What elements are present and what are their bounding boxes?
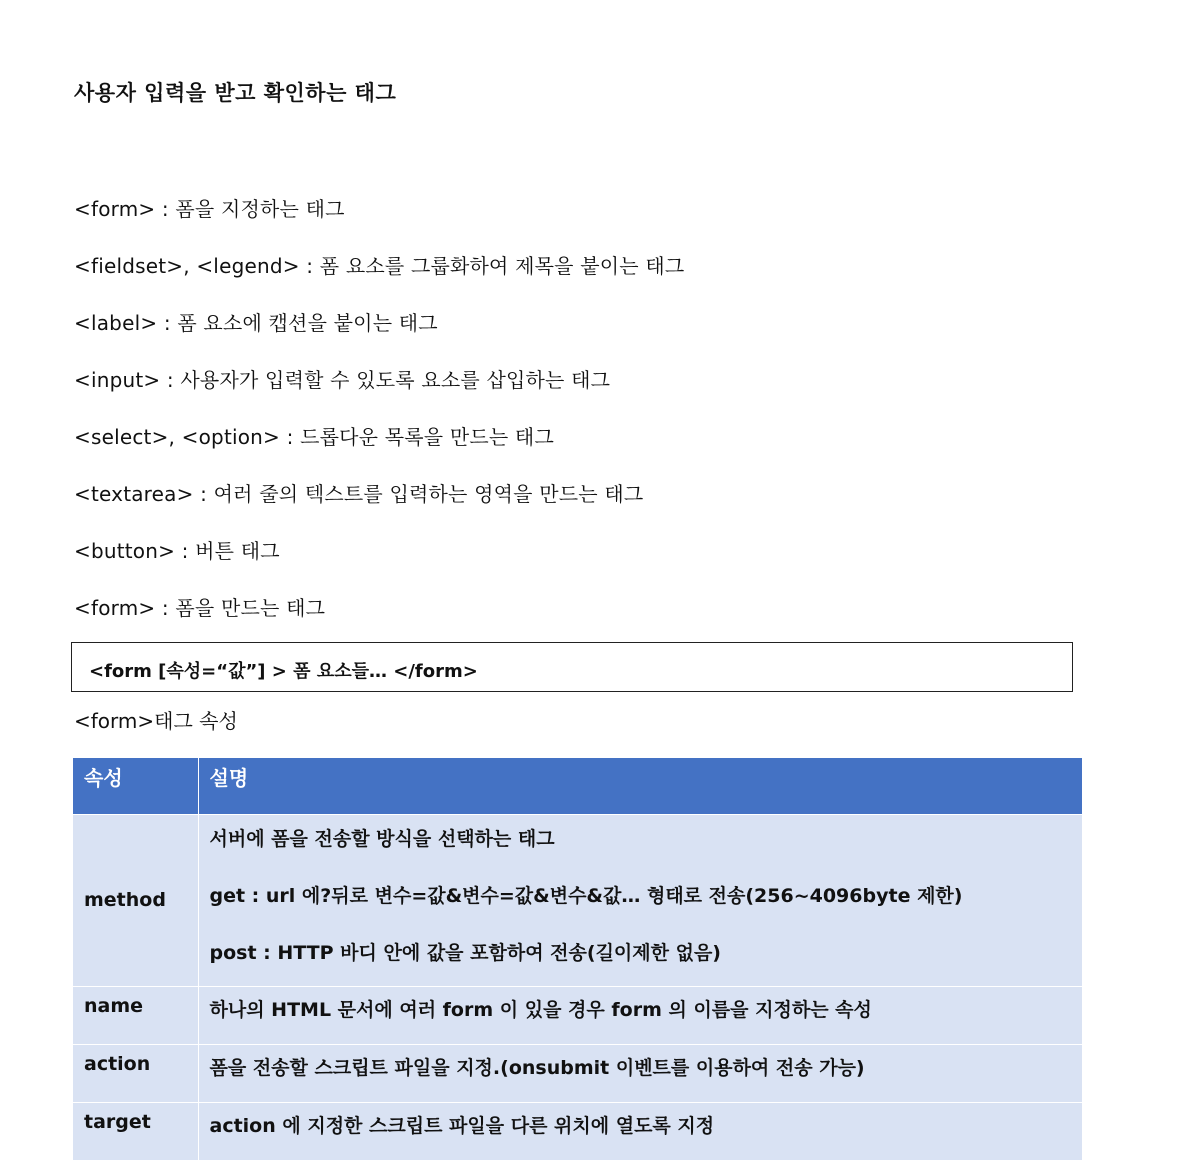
description-line: get : url 에?뒤로 변수=값&변수=값&변수&값… 형태로 전송(256~4096byte 제한)	[209, 885, 963, 907]
tag-list-item: <button> : 버튼 태그	[74, 539, 280, 563]
table-row-action	[73, 1044, 1082, 1102]
tag-list-item: <select>, <option> : 드롭다운 목록을 만드는 태그	[74, 425, 554, 449]
syntax-code-box	[71, 642, 1073, 692]
attribute-name: target	[73, 1102, 198, 1160]
description-line: 서버에 폼을 전송할 방식을 선택하는 태그	[209, 828, 555, 850]
description-line: post : HTTP 바디 안에 값을 포함하여 전송(길이제한 없음)	[209, 942, 721, 964]
form-attributes-table	[73, 758, 1082, 1160]
attribute-description: action 에 지정한 스크립트 파일을 다른 위치에 열도록 지정	[198, 1102, 1082, 1160]
tag-list-item: <label> : 폼 요소에 캡션을 붙이는 태그	[74, 311, 438, 335]
tag-list-item: <form> : 폼을 지정하는 태그	[74, 197, 345, 221]
tag-list-item: <fieldset>, <legend> : 폼 요소를 그룹화하여 제목을 붙이는 태그	[74, 254, 685, 278]
attribute-description	[198, 814, 1082, 986]
table-caption: <form>태그 속성	[74, 709, 238, 733]
header-description: 설명	[198, 758, 1082, 814]
attribute-name: name	[73, 986, 198, 1044]
syntax-code-text: <form [속성=“값”] > 폼 요소들… </form>	[89, 661, 478, 682]
section-heading: 사용자 입력을 받고 확인하는 태그	[74, 81, 397, 105]
tag-list-item: <input> : 사용자가 입력할 수 있도록 요소를 삽입하는 태그	[74, 368, 611, 392]
tag-list-item: <textarea> : 여러 줄의 텍스트를 입력하는 영역을 만드는 태그	[74, 482, 644, 506]
header-attribute: 속성	[73, 758, 198, 814]
attribute-description: 폼을 전송할 스크립트 파일을 지정.(onsubmit 이벤트를 이용하여 전송 가능)	[198, 1044, 1082, 1102]
table-row-name	[73, 986, 1082, 1044]
attribute-name: action	[73, 1044, 198, 1102]
table-row-method	[73, 814, 1082, 986]
table-row-target	[73, 1102, 1082, 1160]
tag-list-item: <form> : 폼을 만드는 태그	[74, 596, 326, 620]
attribute-description: 하나의 HTML 문서에 여러 form 이 있을 경우 form 의 이름을 지정하는 속성	[198, 986, 1082, 1044]
table-header-row	[73, 758, 1082, 814]
attribute-name: method	[73, 814, 198, 986]
